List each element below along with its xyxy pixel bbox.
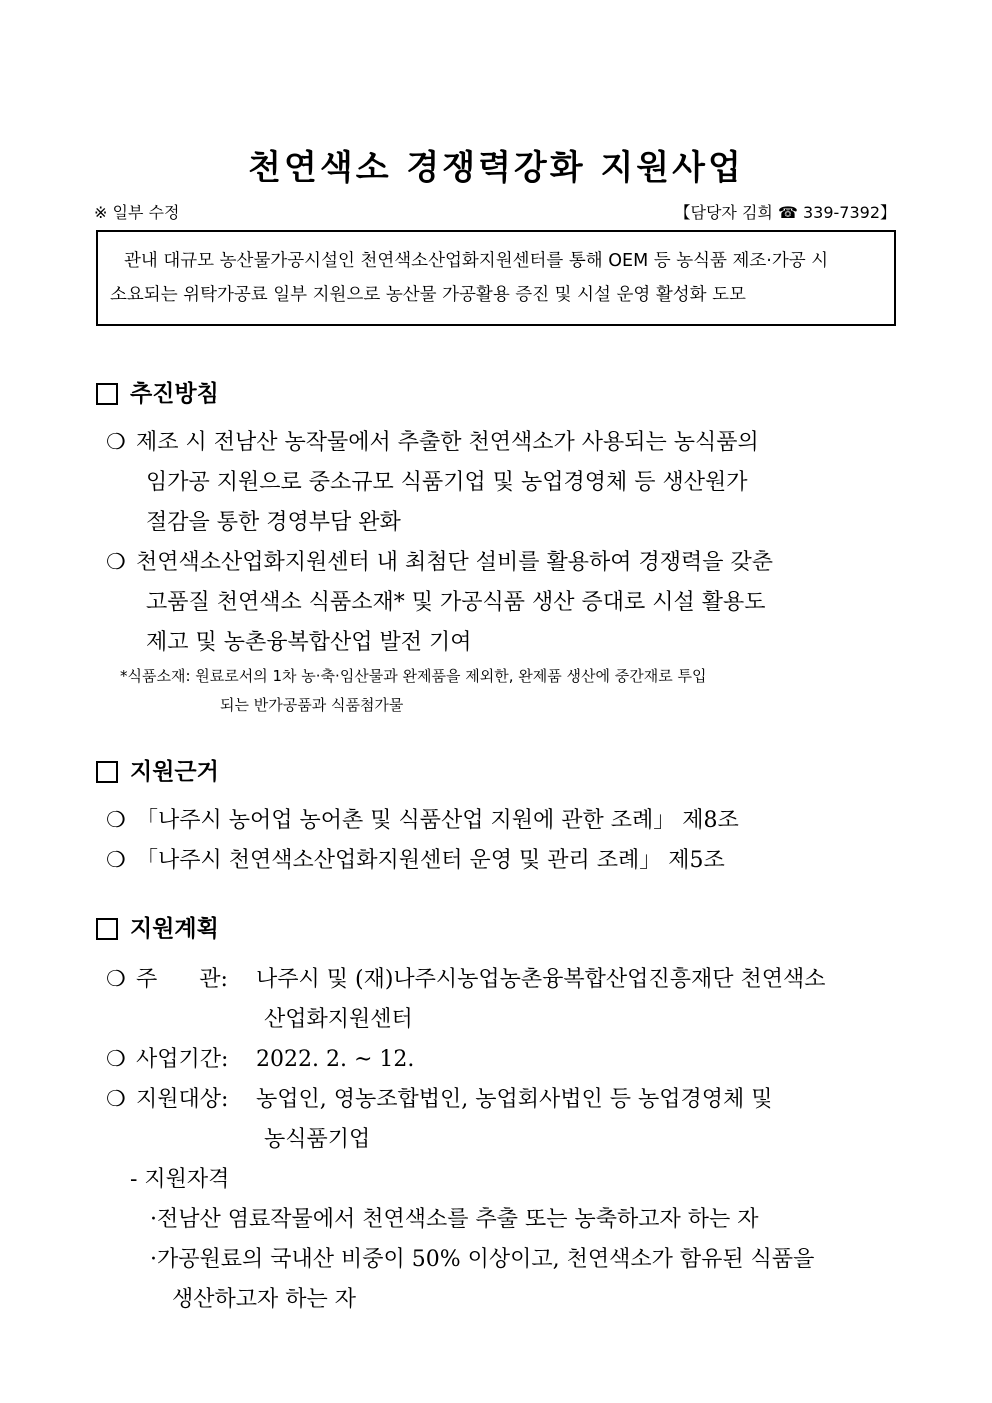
summary-line-1: 관내 대규모 농산물가공시설인 천연색소산업화지원센터를 통해 OEM 등 농식품 제조·가공 시 bbox=[124, 251, 829, 271]
list-item bbox=[106, 545, 773, 576]
list-item bbox=[106, 803, 739, 834]
list-item-continuation: 절감을 통한 경영부담 완화 bbox=[146, 510, 401, 535]
section-heading-policy bbox=[96, 375, 219, 408]
section-heading-text: 지원계획 bbox=[130, 916, 219, 942]
list-item-continuation: 제고 및 농촌융복합산업 발전 기여 bbox=[146, 630, 472, 655]
page-title: 천연색소 경쟁력강화 지원사업 bbox=[248, 148, 744, 188]
circle-bullet-icon: ❍ bbox=[106, 1087, 126, 1112]
list-item-text: 「나주시 농어업 농어촌 및 식품산업 지원에 관한 조례」 제8조 bbox=[136, 808, 739, 833]
qualification-heading: - 지원자격 bbox=[130, 1167, 230, 1192]
list-item-text: 제조 시 전남산 농작물에서 추출한 천연색소가 사용되는 농식품의 bbox=[136, 430, 759, 455]
checkbox-square-icon bbox=[96, 918, 118, 940]
target-value-continuation: 농식품기업 bbox=[264, 1127, 371, 1152]
footnote-continuation: 되는 반가공품과 식품첨가물 bbox=[220, 696, 404, 714]
list-item-continuation: 임가공 지원으로 중소규모 식품기업 및 농업경영체 등 생산원가 bbox=[146, 470, 748, 495]
list-item-period bbox=[106, 1042, 414, 1073]
circle-bullet-icon: ❍ bbox=[106, 550, 126, 575]
list-item bbox=[106, 843, 725, 874]
qualification-item: ·전남산 염료작물에서 천연색소를 추출 또는 농축하고자 하는 자 bbox=[150, 1207, 759, 1232]
qualification-item: ·가공원료의 국내산 비중이 50% 이상이고, 천연색소가 함유된 식품을 bbox=[150, 1247, 815, 1272]
list-item-text: 「나주시 천연색소산업화지원센터 운영 및 관리 조례」 제5조 bbox=[136, 848, 725, 873]
target-value: 농업인, 영농조합법인, 농업회사법인 등 농업경영체 및 bbox=[256, 1087, 773, 1112]
summary-box bbox=[96, 230, 896, 326]
circle-bullet-icon: ❍ bbox=[106, 430, 126, 455]
list-item bbox=[106, 425, 759, 456]
section-heading-plan bbox=[96, 910, 219, 943]
section-heading-basis bbox=[96, 753, 219, 786]
list-item-target bbox=[106, 1082, 773, 1113]
qualification-item-continuation: 생산하고자 하는 자 bbox=[172, 1287, 357, 1312]
list-item-text: 천연색소산업화지원센터 내 최첨단 설비를 활용하여 경쟁력을 갖춘 bbox=[136, 550, 774, 575]
host-value-continuation: 산업화지원센터 bbox=[264, 1007, 413, 1032]
checkbox-square-icon bbox=[96, 761, 118, 783]
period-label: 사업기간: bbox=[136, 1047, 229, 1072]
list-item-host bbox=[106, 962, 825, 993]
period-value: 2022. 2. ~ 12. bbox=[256, 1047, 415, 1072]
circle-bullet-icon: ❍ bbox=[106, 808, 126, 833]
host-label: 주 관: bbox=[136, 967, 228, 992]
footnote: *식품소재: 원료로서의 1차 농·축·임산물과 완제품을 제외한, 완제품 생산에 중간재로 투입 bbox=[120, 667, 707, 685]
circle-bullet-icon: ❍ bbox=[106, 848, 126, 873]
section-heading-text: 지원근거 bbox=[130, 759, 219, 785]
host-value: 나주시 및 (재)나주시농업농촌융복합산업진흥재단 천연색소 bbox=[256, 967, 826, 992]
contact-note: 【담당자 김희 ☎ 339-7392】 bbox=[674, 203, 896, 222]
circle-bullet-icon: ❍ bbox=[106, 967, 126, 992]
summary-line-2: 소요되는 위탁가공료 일부 지원으로 농산물 가공활용 증진 및 시설 운영 활성화 도모 bbox=[110, 285, 746, 305]
checkbox-square-icon bbox=[96, 383, 118, 405]
target-label: 지원대상: bbox=[136, 1087, 229, 1112]
circle-bullet-icon: ❍ bbox=[106, 1047, 126, 1072]
list-item-continuation: 고품질 천연색소 식품소재* 및 가공식품 생산 증대로 시설 활용도 bbox=[146, 590, 766, 615]
revision-note: ※ 일부 수정 bbox=[94, 203, 180, 222]
section-heading-text: 추진방침 bbox=[130, 381, 219, 407]
